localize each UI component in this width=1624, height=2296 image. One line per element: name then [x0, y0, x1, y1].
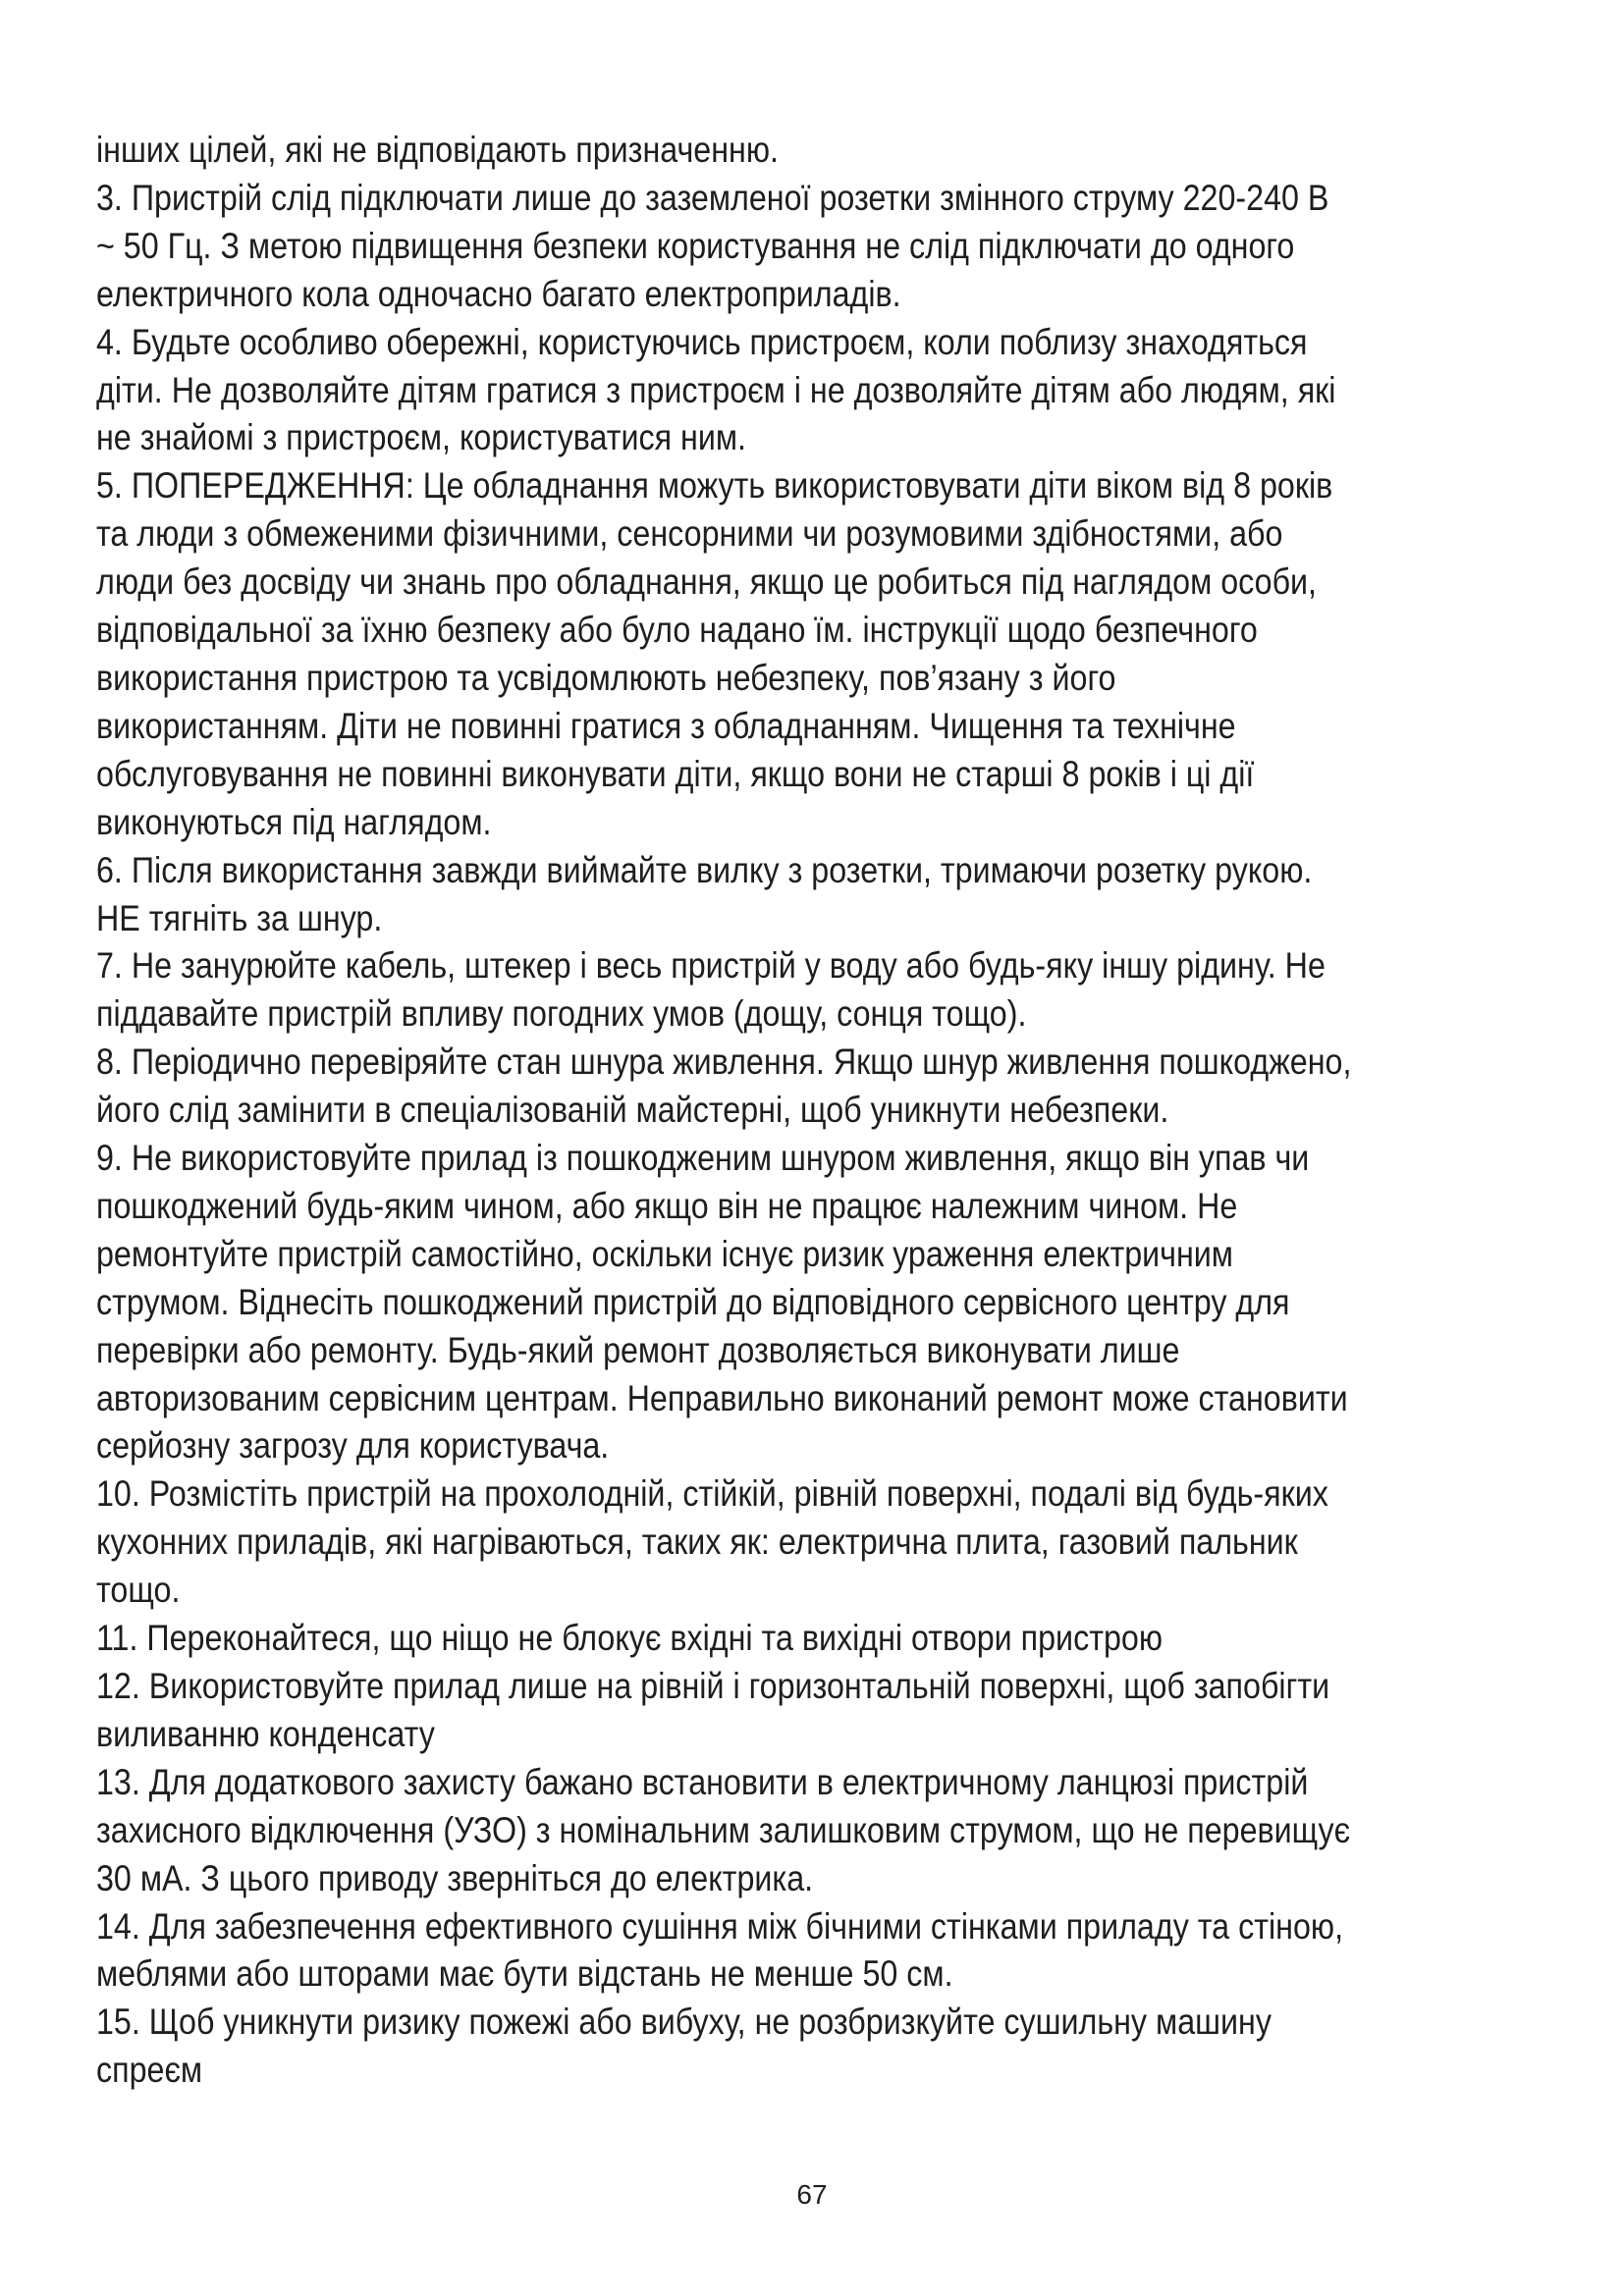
- list-item-12: 12. Використовуйте прилад лише на рівній і горизонтальній поверхні, щоб запобігти виливанню конденсату: [96, 1665, 1330, 1754]
- list-item-15: 15. Щоб уникнути ризику пожежі або вибуху, не розбризкуйте сушильну машину спреєм: [96, 2001, 1272, 2091]
- page-number: 67: [796, 2179, 828, 2210]
- list-item-3: 3. Пристрій слід підключати лише до заземленої розетки змінного струму 220-240 В ~ 50 Гц. З метою підвищення безпеки користування не слід підключати до одного електричного кола одночасно багато електроприладів.: [96, 176, 1329, 314]
- list-item-8: 8. Періодично перевіряйте стан шнура живлення. Якщо шнур живлення пошкоджено, його слід замінити в спеціалізованій майстерні, щоб уникнути небезпеки.: [96, 1041, 1352, 1131]
- list-item-4: 4. Будьте особливо обережні, користуючись пристроєм, коли поблизу знаходяться діти. Не дозволяйте дітям гратися з пристроєм і не дозволяйте дітям або людям, які не знайомі з пристроєм, користуватися ним.: [96, 320, 1336, 458]
- list-item-9: 9. Не використовуйте прилад із пошкодженим шнуром живлення, якщо він упав чи пошкоджений будь-яким чином, або якщо він не працює належним чином. Не ремонтуйте пристрій самостійно, оскільки існує ризик ураження електричним струмом. Віднесіть пошкоджений пристрій до відповідного сервісного центру для перевірки або ремонту. Будь-який ремонт дозволяється виконувати лише авторизованим сервісним центрам. Неправильно виконаний ремонт може становити серйозну загрозу для користувача.: [96, 1137, 1348, 1467]
- list-item-11: 11. Переконайтеся, що ніщо не блокує вхідні та вихідні отвори пристрою: [96, 1617, 1164, 1659]
- list-item-6: 6. Після використання завжди виймайте вилку з розетки, тримаючи розетку рукою. НЕ тягніть за шнур.: [96, 848, 1313, 938]
- list-item-13: 13. Для додаткового захисту бажано встановити в електричному ланцюзі пристрій захисного відключення (УЗО) з номінальним залишковим струмом, що не перевищує 30 мА. З цього приводу зверніться до електрика.: [96, 1760, 1351, 1898]
- list-item-10: 10. Розмістіть пристрій на прохолодній, стійкій, рівній поверхні, подалі від будь-яких кухонних приладів, які нагріваються, таких як: електрична плита, газовий пальник тощо.: [96, 1472, 1328, 1611]
- list-item-7: 7. Не занурюйте кабель, штекер і весь пристрій у воду або будь-яку іншу рідину. Не піддавайте пристрій впливу погодних умов (дощу, сонця тощо).: [96, 944, 1326, 1035]
- paragraph-continuation: інших цілей, які не відповідають призначенню.: [96, 129, 780, 170]
- list-item-14: 14. Для забезпечення ефективного сушіння між бічними стінками приладу та стіною, меблями або шторами має бути відстань не менше 50 см.: [96, 1904, 1344, 1995]
- document-body: [96, 126, 1354, 2094]
- list-item-5: 5. ПОПЕРЕДЖЕННЯ: Це обладнання можуть використовувати діти віком від 8 років та люди з обмеженими фізичними, сенсорними чи розумовими здібностями, або люди без досвіду чи знань про обладнання, якщо це робиться під наглядом особи, відповідальної за їхню безпеку або було надано їм. інструкції щодо безпечного використання пристрою та усвідомлюють небезпеку, пов’язану з його використанням. Діти не повинні гратися з обладнанням. Чищення та технічне обслуговування не повинні виконувати діти, якщо вони не старші 8 років і ці дії виконуються під наглядом.: [96, 464, 1333, 842]
